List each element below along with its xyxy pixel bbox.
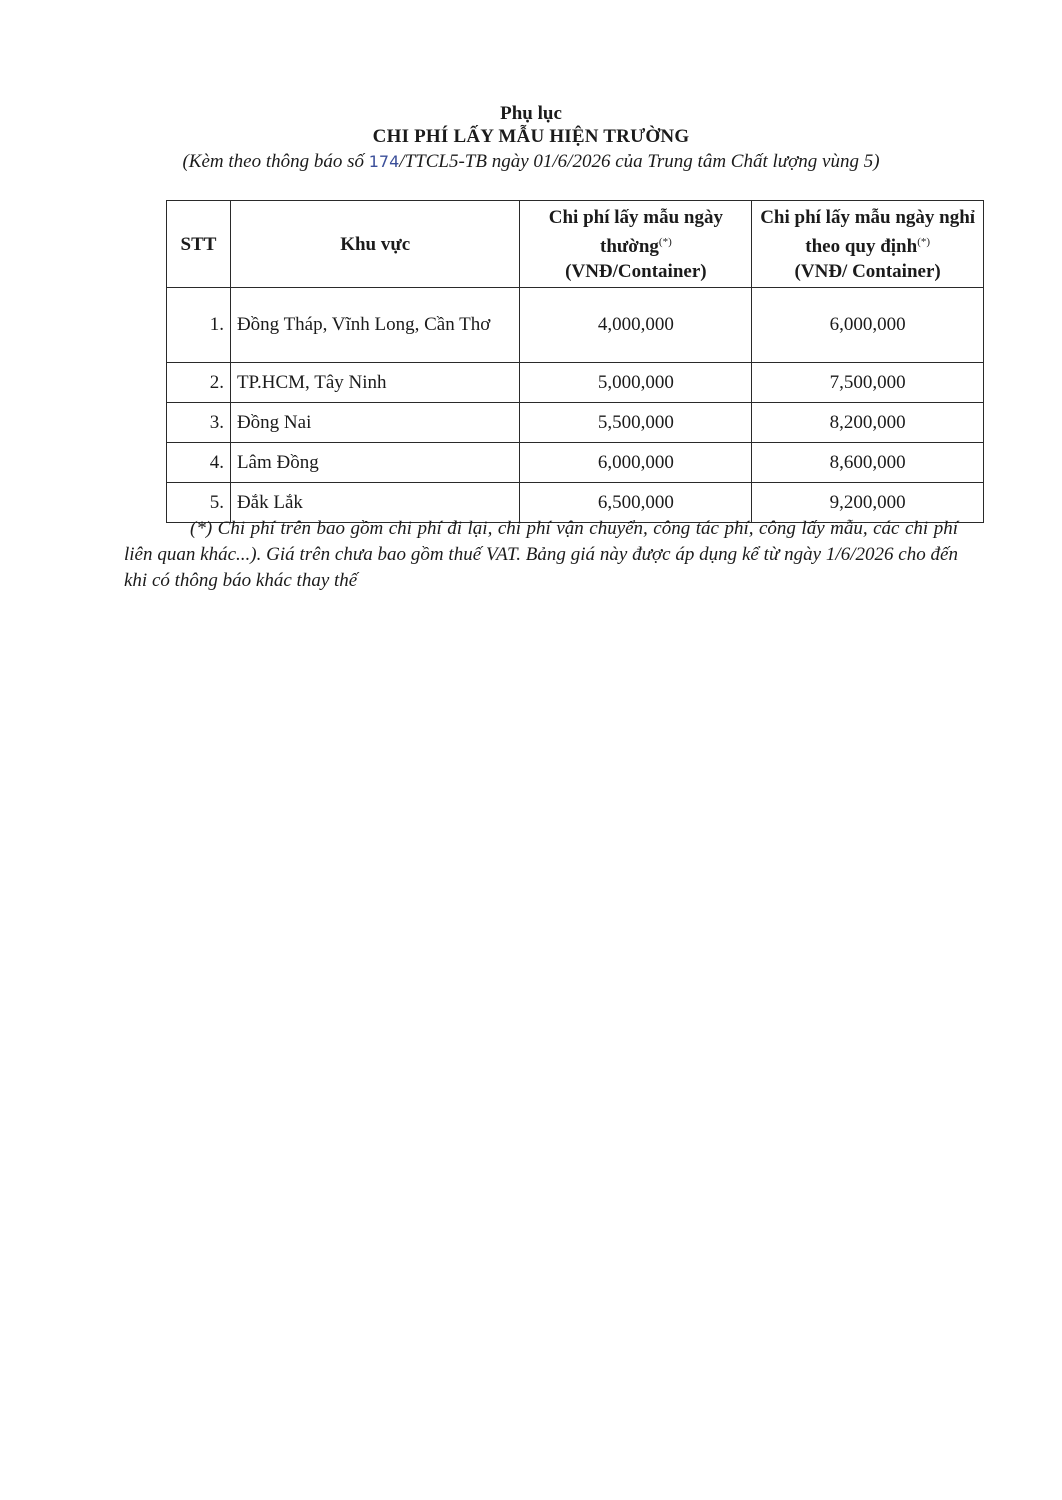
- table-row: [167, 443, 984, 483]
- holiday-cost-unit: (VNĐ/ Container): [794, 260, 941, 282]
- row-area: Đồng Nai: [230, 403, 520, 443]
- row-area: TP.HCM, Tây Ninh: [230, 363, 520, 403]
- row-stt: 4.: [167, 443, 231, 483]
- table-row: [167, 288, 984, 363]
- column-header-holiday-cost: [752, 201, 984, 288]
- table-row: [167, 403, 984, 443]
- row-normal-cost: 5,500,000: [520, 403, 752, 443]
- row-stt: 5.: [167, 483, 231, 523]
- row-holiday-cost: 9,200,000: [752, 483, 984, 523]
- row-normal-cost: 4,000,000: [520, 288, 752, 363]
- row-holiday-cost: 8,200,000: [752, 403, 984, 443]
- sampling-cost-table: [166, 200, 984, 523]
- row-area: Đắk Lắk: [230, 483, 520, 523]
- holiday-cost-footnote-mark: (*): [917, 235, 931, 248]
- appendix-label: Phụ lục: [500, 103, 562, 124]
- row-area: Đồng Tháp, Vĩnh Long, Cần Thơ: [230, 288, 520, 363]
- row-normal-cost: 6,500,000: [520, 483, 752, 523]
- table-row: [167, 363, 984, 403]
- subtitle-before: (Kèm theo thông báo số: [182, 151, 369, 172]
- row-normal-cost: 5,000,000: [520, 363, 752, 403]
- subtitle-after: /TTCL5-TB ngày 01/6/2026 của Trung tâm Chất lượng vùng 5): [399, 151, 880, 172]
- row-stt: 2.: [167, 363, 231, 403]
- column-header-normal-cost: [520, 201, 752, 288]
- normal-cost-label: Chi phí lấy mẫu ngày thường: [548, 206, 723, 257]
- column-header-stt: STT: [167, 201, 231, 288]
- holiday-cost-label: Chi phí lấy mẫu ngày nghỉ theo quy định: [760, 206, 976, 257]
- normal-cost-footnote-mark: (*): [658, 235, 672, 248]
- row-holiday-cost: 7,500,000: [752, 363, 984, 403]
- row-normal-cost: 6,000,000: [520, 443, 752, 483]
- handwritten-notice-number: 174: [368, 152, 400, 171]
- document-title: CHI PHÍ LẤY MẪU HIỆN TRƯỜNG: [372, 126, 690, 147]
- table-header-row: [167, 201, 984, 288]
- row-stt: 3.: [167, 403, 231, 443]
- document-subtitle: [0, 151, 1062, 173]
- normal-cost-unit: (VNĐ/Container): [565, 260, 707, 282]
- footnote: (*) Chi phí trên bao gồm chi phí đi lại, chi phí vận chuyển, công tác phí, công lấy mẫu, các chi phí liên quan khác...). Giá trên chưa bao gồm thuế VAT. Bảng giá này được áp dụng kể từ ngày 1/6/2026 cho đến khi có thông báo khác thay thế: [124, 518, 958, 591]
- row-holiday-cost: 8,600,000: [752, 443, 984, 483]
- row-area: Lâm Đồng: [230, 443, 520, 483]
- column-header-area: Khu vực: [230, 201, 520, 288]
- row-holiday-cost: 6,000,000: [752, 288, 984, 363]
- row-stt: 1.: [167, 288, 231, 363]
